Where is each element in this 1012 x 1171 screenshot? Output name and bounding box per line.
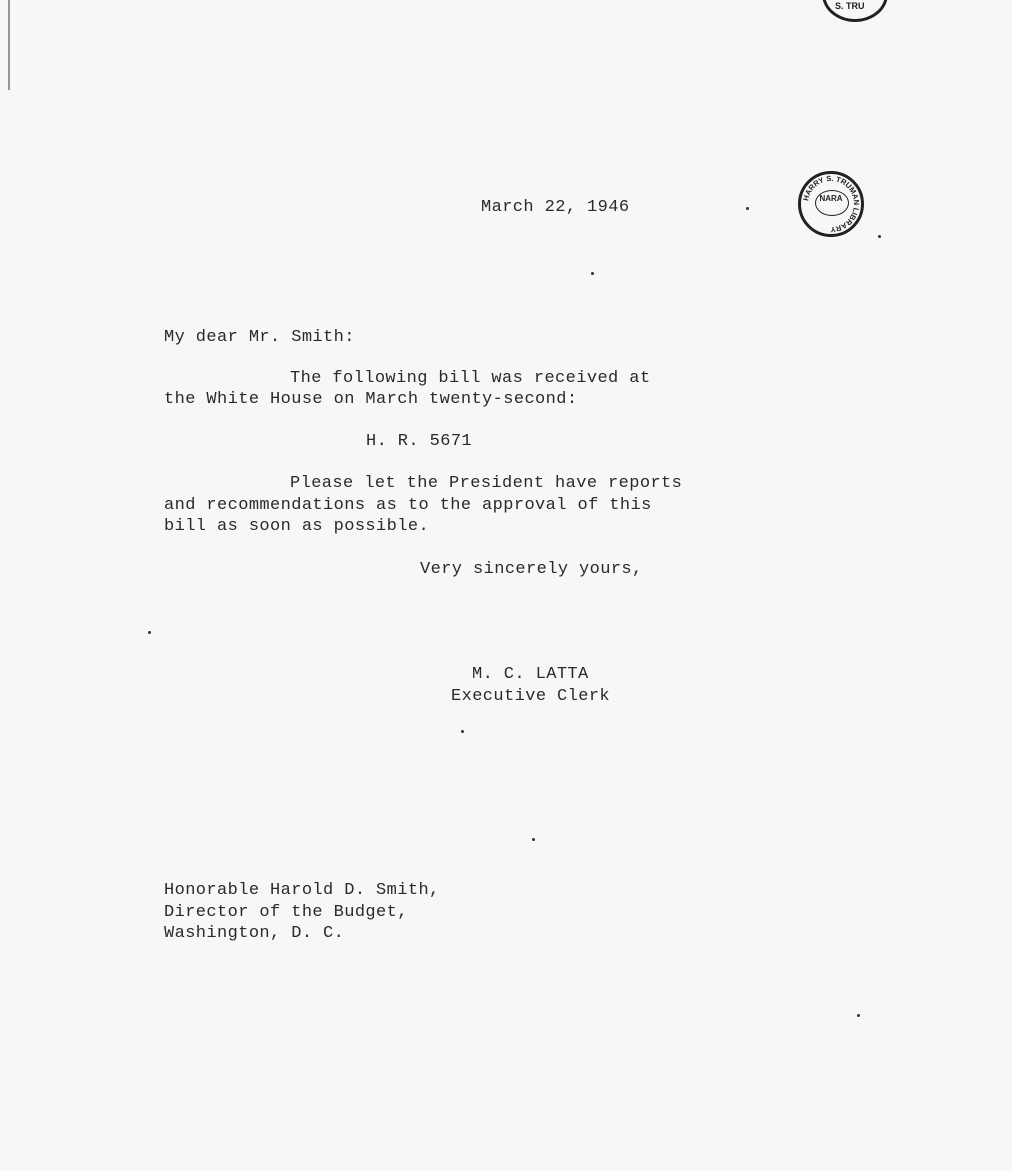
paper-speck [591, 272, 594, 275]
recipient-line-1: Honorable Harold D. Smith, [164, 881, 440, 900]
body-line-2: the White House on March twenty-second: [164, 390, 578, 409]
stamp-center-text: NARA [819, 194, 843, 203]
stamp-partial-text: S. TRU [835, 1, 865, 11]
signer-name: M. C. LATTA [472, 665, 589, 684]
archive-stamp [798, 171, 864, 237]
salutation: My dear Mr. Smith: [164, 328, 355, 347]
bill-number: H. R. 5671 [366, 432, 473, 451]
paper-speck [461, 730, 464, 733]
archive-stamp-partial [822, 0, 888, 22]
paper-speck [857, 1014, 860, 1017]
paper-speck [148, 631, 151, 634]
paper-edge-mark [8, 0, 10, 90]
paper-speck [878, 235, 881, 238]
letter-date: March 22, 1946 [481, 198, 630, 217]
body-line-1: The following bill was received at [290, 369, 651, 388]
paper-speck [746, 207, 749, 210]
svg-text:HARRY S. TRUMAN LIBRARY: HARRY S. TRUMAN LIBRARY [801, 173, 862, 235]
recipient-line-2: Director of the Budget, [164, 903, 408, 922]
signer-title: Executive Clerk [451, 687, 611, 706]
closing: Very sincerely yours, [420, 560, 643, 579]
body-line-3: Please let the President have reports [290, 474, 683, 493]
body-line-5: bill as soon as possible. [164, 517, 430, 536]
body-line-4: and recommendations as to the approval of this [164, 496, 652, 515]
recipient-line-3: Washington, D. C. [164, 924, 345, 943]
paper-speck [532, 838, 535, 841]
